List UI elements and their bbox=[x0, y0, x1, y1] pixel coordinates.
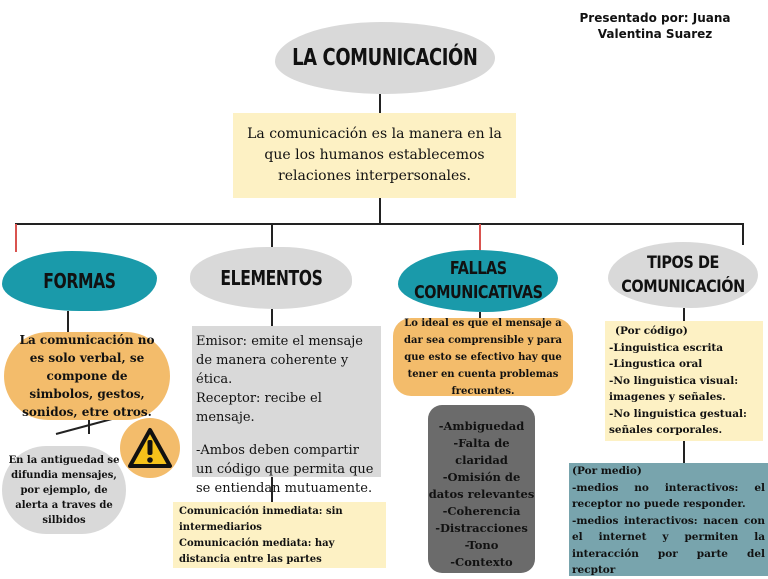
list-item: -Lingustica oral bbox=[609, 358, 703, 370]
elementos-line-emisor: Emisor: emite el mensaje de manera coherente y ética. bbox=[196, 334, 363, 387]
list-item: -Ambiguedad bbox=[438, 419, 525, 433]
formas-subnote: En la antiguedad se difundia mensajes, por ejemplo, de alerta a traves de silbidos bbox=[2, 446, 126, 534]
list-item: -medios no interactivos: el receptor no puede responder. bbox=[572, 481, 765, 510]
connector-tipos-medio bbox=[683, 441, 685, 463]
elementos-type-inmediata: Comunicación inmediata: sin intermediarios bbox=[179, 506, 343, 533]
list-item: -Coherencia bbox=[442, 504, 521, 518]
elementos-box bbox=[192, 326, 381, 496]
definition-box: La comunicación es la manera en la que los humanos establecemos relaciones interpersonales. bbox=[233, 113, 516, 198]
list-item: -No linguistica gestual: señales corporales. bbox=[609, 407, 747, 436]
list-item: -Linguistica escrita bbox=[609, 341, 724, 354]
formas-heading: FORMAS bbox=[43, 269, 116, 293]
tipos-heading-blob bbox=[608, 242, 758, 308]
elementos-type-mediata: Comunicación mediata: hay distancia entre las partes bbox=[179, 538, 335, 565]
warning-triangle-icon bbox=[127, 427, 173, 469]
elementos-types-box bbox=[173, 502, 386, 568]
elementos-line-codigo: -Ambos deben compartir un código que permita que se entiendan mutuamente. bbox=[196, 443, 374, 496]
author-credit: Presentado por: Juana Valentina Suarez bbox=[579, 11, 731, 41]
formas-heading-blob bbox=[2, 251, 157, 311]
connector-elementos-box bbox=[271, 309, 273, 327]
fallas-heading: FALLAS COMUNICATIVAS bbox=[413, 258, 543, 303]
tipos-by-code-heading: (Por código) bbox=[615, 325, 688, 337]
list-item: -Omisión de datos relevantes bbox=[428, 470, 535, 501]
list-item: -Contexto bbox=[450, 555, 513, 569]
tipos-by-code-box bbox=[605, 321, 763, 441]
connector-def-bar bbox=[379, 198, 381, 224]
connector-tipos-box bbox=[683, 308, 685, 321]
fallas-description: Lo ideal es que el mensaje a dar sea comprensible y para que esto se efectivo hay que tener en cuenta problemas frecuentes. bbox=[393, 318, 573, 396]
list-item: -Falta de claridad bbox=[453, 436, 510, 467]
list-item: -Tono bbox=[464, 538, 499, 552]
tipos-by-medium-box bbox=[569, 463, 768, 576]
tipos-by-medium-heading: (Por medio) bbox=[572, 465, 642, 477]
main-title-blob bbox=[275, 22, 495, 94]
connector-horizontal-bar bbox=[15, 223, 744, 225]
list-item: -Distracciones bbox=[435, 521, 528, 535]
list-item: -No linguistica visual: imagenes y señales. bbox=[609, 374, 739, 403]
connector-tipos-drop bbox=[742, 224, 744, 245]
fallas-heading-blob bbox=[398, 250, 558, 312]
connector-formas-desc bbox=[67, 311, 69, 333]
elementos-heading: ELEMENTOS bbox=[219, 266, 323, 290]
tipos-heading: TIPOS DE COMUNICACIÓN bbox=[621, 253, 745, 297]
connector-fallas-drop bbox=[479, 224, 481, 251]
connector-title-def bbox=[379, 94, 381, 113]
elementos-line-receptor: Receptor: recibe el mensaje. bbox=[196, 391, 322, 425]
connector-formas-drop bbox=[15, 224, 17, 252]
connector-elementos-drop bbox=[271, 224, 273, 248]
formas-description: La comunicación no es solo verbal, se compone de simbolos, gestos, sonidos, etre otros. bbox=[4, 332, 170, 420]
fallas-list bbox=[428, 405, 535, 573]
elementos-heading-blob bbox=[190, 247, 352, 309]
connector-formas-sub bbox=[88, 420, 90, 434]
list-item: -medios interactivos: nacen con el internet y permiten la interacción por parte del recptor bbox=[572, 514, 765, 576]
warning-icon bbox=[120, 418, 180, 478]
main-title: LA COMUNICACIÓN bbox=[292, 45, 478, 71]
